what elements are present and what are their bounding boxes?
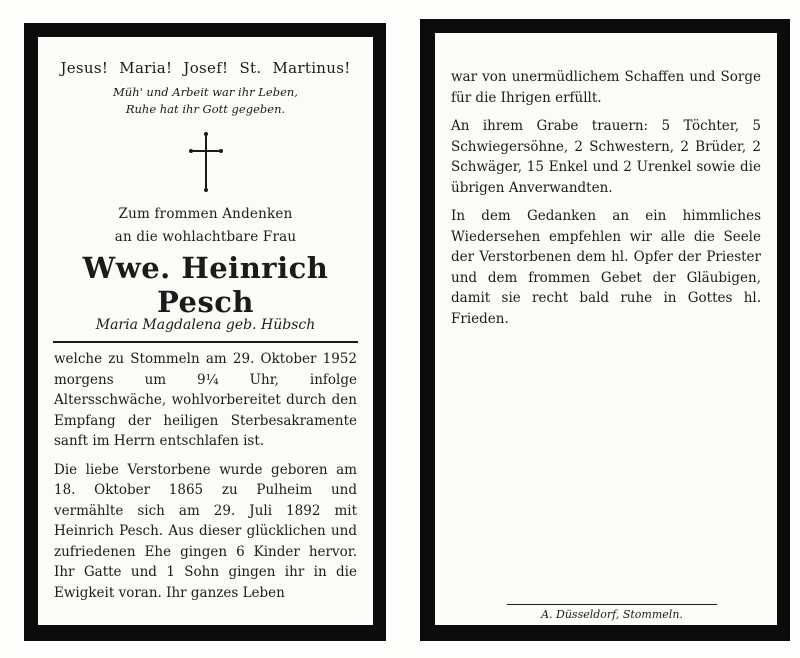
continuation-paragraph: war von unermüdlichem Schaffen und Sorge für die Ihrigen erfüllt. [451, 69, 761, 106]
card-right-panel [435, 33, 777, 625]
memorial-line-1: Zum frommen Andenken [118, 206, 293, 222]
deceased-name: Wwe. Heinrich Pesch [82, 251, 329, 319]
death-paragraph: welche zu Stommeln am 29. Oktober 1952 morgens um 9¼ Uhr, infolge Altersschwäche, wohlvorbereitet durch den Empfang der heiligen Sterbesakramente sanft im Herrn entschlafen ist. [54, 351, 357, 449]
imprint-rule [507, 604, 717, 605]
mourning-card-left [24, 23, 386, 641]
printer-imprint [507, 604, 717, 621]
prayer-paragraph: In dem Gedanken an ein himmliches Wiedersehen empfehlen wir alle die Seele der Verstorbenen dem hl. Opfer der Priester und dem frommen Gebet der Gläubigen, damit sie recht bald ruhe in Gottes hl. Frieden. [451, 208, 761, 327]
motto-line-2: Ruhe hat ihr Gott gegeben. [125, 102, 286, 116]
printer-name: A. Düsseldorf, Stommeln. [541, 608, 683, 621]
invocation-header: Jesus! Maria! Josef! St. Martinus! [60, 59, 351, 77]
motto-line-1: Müh' und Arbeit war ihr Leben, [113, 85, 298, 99]
cross-icon [189, 131, 223, 193]
motto [38, 84, 373, 118]
deceased-birth-name: Maria Magdalena geb. Hübsch [95, 317, 316, 333]
divider-line [53, 341, 358, 343]
life-paragraph: Die liebe Verstorbene wurde geboren am 18. Oktober 1865 zu Pulheim und vermählte sich am 29. Juli 1892 mit Heinrich Pesch. Aus dieser glücklichen und zufriedenen Ehe gingen 6 Kinder hervor. Ihr Gatte und 1 Sohn gingen ihr in die Ewigkeit voran. Ihr ganzes Leben [54, 461, 357, 601]
mourning-card-right [420, 19, 790, 641]
mourners-paragraph: An ihrem Grabe trauern: 5 Töchter, 5 Schwiegersöhne, 2 Schwestern, 2 Brüder, 2 Schwäger, 15 Enkel und 2 Urenkel sowie die übrigen Anverwandten. [451, 118, 761, 196]
memorial-line-2: an die wohlachtbare Frau [114, 229, 297, 245]
card-left-panel [38, 37, 373, 625]
memorial-dedication [38, 203, 373, 249]
